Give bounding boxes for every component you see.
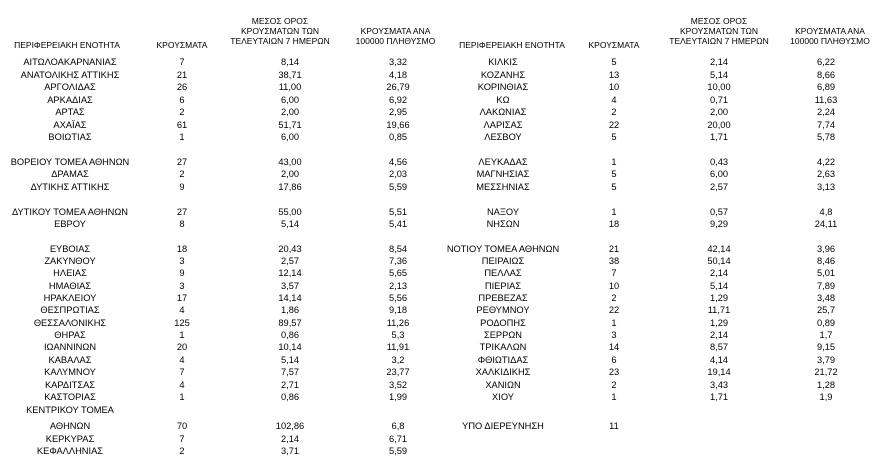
table-cell-cases: 22 [608,305,620,315]
table-cell-avg: 0,57 [709,207,729,217]
table-cell-avg: 1,71 [709,392,729,402]
table-cell-per100k: 6,71 [388,434,408,444]
table-cell-avg: 0,43 [709,157,729,167]
table-cell-name: ΝΟΤΙΟΥ ΤΟΜΕΑ ΑΘΗΝΩΝ [446,244,560,254]
table-cell-avg: 12,14 [278,268,302,278]
table-cell-avg: 2,57 [709,182,729,192]
table-cell-cases: 5 [611,132,617,142]
table-cell-per100k: 2,63 [816,169,836,179]
table-cell-per100k: 4,22 [816,157,836,167]
table-cell-cases: 1 [179,132,185,142]
table-cell-per100k: 7,89 [816,281,836,291]
table-cell-per100k: 6,92 [388,95,408,105]
table-cell-name: ΚΑΡΔΙΤΣΑΣ [44,380,96,390]
table-cell-name: ΚΟΖΑΝΗΣ [480,70,526,80]
table-cell-per100k: 6,22 [816,57,836,67]
header-per100k-right: ΚΡΟΥΣΜΑΤΑ ΑΝΑ 100000 ΠΛΗΘΥΣΜΟ [790,26,870,46]
table-cell-name: ΜΕΣΣΗΝΙΑΣ [476,182,530,192]
table-cell-per100k: 5,56 [388,293,408,303]
table-cell-name: ΑΧΑΪΑΣ [53,120,87,130]
table-cell-per100k: 7,74 [816,120,836,130]
table-cell-per100k: 3,79 [816,355,836,365]
table-cell-avg: 6,00 [709,169,729,179]
table-cell-name: ΛΑΡΙΣΑΣ [483,120,523,130]
table-cell-cases: 6 [611,355,617,365]
table-cell-cases: 3 [179,256,185,266]
table-cell-cases: 1 [611,392,617,402]
table-cell-per100k: 5,59 [388,182,408,192]
table-cell-avg: 2,71 [280,380,300,390]
table-cell-cases: 5 [611,169,617,179]
table-cell-name: ΥΠΟ ΔΙΕΡΕΥΝΗΣΗ [462,421,544,431]
table-cell-per100k: 25,7 [816,305,836,315]
table-cell-name: ΑΝΑΤΟΛΙΚΗΣ ΑΤΤΙΚΗΣ [20,70,120,80]
table-cell-avg: 3,71 [280,446,300,456]
table-cell-per100k: 5,3 [391,330,405,340]
table-cell-cases: 9 [179,182,185,192]
table-cell-cases: 2 [179,107,185,117]
header-avg-right: ΜΕΣΟΣ ΟΡΟΣ ΚΡΟΥΣΜΑΤΩΝ ΤΩΝ ΤΕΛΕΥΤΑΙΩΝ 7 ΗΜΕΡΩΝ [669,16,769,46]
table-cell-avg: 11,71 [707,305,731,315]
table-cell-avg: 20,43 [278,244,302,254]
table-cell-name: ΡΟΔΟΠΗΣ [480,318,526,328]
table-cell-cases: 20 [176,342,188,352]
table-cell-name: ΚΕΝΤΡΙΚΟΥ ΤΟΜΕΑ [26,405,114,415]
table-cell-name: ΔΥΤΙΚΗΣ ΑΤΤΙΚΗΣ [30,182,110,192]
header-cases-left: ΚΡΟΥΣΜΑΤΑ [156,40,208,50]
table-cell-name: ΝΑΞΟΥ [486,207,520,217]
table-cell-cases: 18 [608,219,620,229]
table-cell-per100k: 5,01 [816,268,836,278]
table-cell-name: ΔΡΑΜΑΣ [51,169,89,179]
table-cell-avg: 10,14 [278,342,302,352]
table-cell-name: ΑΡΤΑΣ [55,107,85,117]
table-cell-name: ΠΕΙΡΑΙΩΣ [481,256,525,266]
table-cell-cases: 4 [179,355,185,365]
table-cell-avg: 2,14 [709,268,729,278]
table-cell-name: ΚΟΡΙΝΘΙΑΣ [477,82,529,92]
table-cell-cases: 1 [611,318,617,328]
table-cell-cases: 38 [608,256,620,266]
table-cell-cases: 10 [608,82,620,92]
table-cell-per100k: 11,91 [386,342,410,352]
table-cell-cases: 6 [179,95,185,105]
table-cell-cases: 3 [611,330,617,340]
table-cell-cases: 7 [179,57,185,67]
header-avg-left: ΜΕΣΟΣ ΟΡΟΣ ΚΡΟΥΣΜΑΤΩΝ ΤΩΝ ΤΕΛΕΥΤΑΙΩΝ 7 ΗΜΕΡΩΝ [230,16,330,46]
table-cell-per100k: 0,85 [388,132,408,142]
table-cell-per100k: 21,72 [814,367,838,377]
table-cell-cases: 7 [611,268,617,278]
table-cell-cases: 2 [611,293,617,303]
table-cell-cases: 2 [179,169,185,179]
table-cell-name: ΒΟΙΩΤΙΑΣ [48,132,92,142]
table-cell-cases: 7 [179,434,185,444]
table-cell-avg: 38,71 [278,70,302,80]
table-cell-avg: 11,00 [278,82,302,92]
table-cell-cases: 9 [179,268,185,278]
table-cell-cases: 4 [179,380,185,390]
table-cell-avg: 5,14 [709,281,729,291]
table-cell-per100k: 1,99 [388,392,408,402]
table-cell-avg: 51,71 [278,120,302,130]
table-cell-avg: 50,14 [707,256,731,266]
table-cell-name: ΚΑΛΥΜΝΟΥ [44,367,96,377]
table-cell-avg: 1,86 [280,305,300,315]
table-cell-per100k: 3,32 [388,57,408,67]
table-cell-avg: 2,00 [280,169,300,179]
table-cell-cases: 11 [609,421,619,431]
table-cell-name: ΘΕΣΠΡΩΤΙΑΣ [40,305,100,315]
table-cell-per100k: 3,96 [816,244,836,254]
table-cell-per100k: 5,65 [388,268,408,278]
table-cell-per100k: 3,2 [391,355,405,365]
table-cell-cases: 23 [608,367,620,377]
table-cell-per100k: 1,9 [819,392,833,402]
table-cell-per100k: 8,54 [388,244,408,254]
table-cell-avg: 2,14 [709,57,729,67]
table-cell-name: ΑΙΤΩΛΟΑΚΑΡΝΑΝΙΑΣ [23,57,117,67]
table-cell-cases: 125 [174,318,190,328]
table-cell-name: ΣΕΡΡΩΝ [483,330,522,340]
table-cell-avg: 5,14 [709,70,729,80]
table-cell-cases: 13 [608,70,620,80]
table-cell-cases: 1 [611,207,617,217]
table-cell-cases: 5 [611,182,617,192]
table-cell-name: ΖΑΚΥΝΘΟΥ [44,256,96,266]
table-cell-avg: 9,29 [709,219,729,229]
table-cell-per100k: 4,18 [388,70,408,80]
table-cell-avg: 10,00 [707,82,731,92]
table-cell-cases: 2 [611,380,617,390]
table-cell-per100k: 9,15 [816,342,836,352]
table-cell-name: ΙΩΑΝΝΙΝΩΝ [43,342,97,352]
table-cell-per100k: 5,51 [388,207,408,217]
table-cell-per100k: 11,26 [386,318,410,328]
table-cell-name: ΘΕΣΣΑΛΟΝΙΚΗΣ [33,318,107,328]
table-cell-avg: 1,29 [709,293,729,303]
table-cell-name: ΚΑΒΑΛΑΣ [48,355,92,365]
table-cell-name: ΦΘΙΩΤΙΔΑΣ [477,355,529,365]
table-cell-name: ΠΕΛΛΑΣ [484,268,522,278]
table-cell-avg: 8,57 [709,342,729,352]
table-cell-per100k: 11,63 [814,95,838,105]
table-cell-cases: 14 [608,342,620,352]
table-cell-name: ΚΕΦΑΛΛΗΝΙΑΣ [36,446,104,456]
table-cell-per100k: 2,24 [816,107,836,117]
table-cell-avg: 2,00 [280,107,300,117]
table-cell-avg: 6,00 [280,95,300,105]
table-cell-name: ΗΛΕΙΑΣ [53,268,87,278]
table-cell-avg: 42,14 [707,244,731,254]
table-cell-per100k: 0,89 [816,318,836,328]
table-cell-name: ΕΒΡΟΥ [54,219,86,229]
table-cell-cases: 4 [611,95,617,105]
table-cell-per100k: 5,41 [388,219,408,229]
table-cell-cases: 1 [179,392,185,402]
table-cell-avg: 43,00 [278,157,302,167]
table-cell-cases: 61 [176,120,188,130]
table-cell-per100k: 3,48 [816,293,836,303]
table-cell-avg: 4,14 [709,355,729,365]
table-cell-name: ΗΜΑΘΙΑΣ [48,281,92,291]
table-cell-name: ΝΗΣΩΝ [486,219,520,229]
table-cell-per100k: 9,18 [388,305,408,315]
table-cell-name: ΛΕΣΒΟΥ [484,132,522,142]
header-per100k-left: ΚΡΟΥΣΜΑΤΑ ΑΝΑ 100000 ΠΛΗΘΥΣΜΟ [355,26,436,46]
table-cell-cases: 4 [179,305,185,315]
header-cases-right: ΚΡΟΥΣΜΑΤΑ [588,40,640,50]
table-cell-cases: 10 [608,281,620,291]
table-cell-name: ΘΗΡΑΣ [54,330,86,340]
table-cell-cases: 22 [608,120,620,130]
table-cell-per100k: 7,36 [388,256,408,266]
table-cell-per100k: 5,59 [388,446,408,456]
table-cell-per100k: 23,77 [386,367,410,377]
table-cell-cases: 2 [179,446,185,456]
table-cell-avg: 2,00 [709,107,729,117]
table-cell-name: ΒΟΡΕΙΟΥ ΤΟΜΕΑ ΑΘΗΝΩΝ [10,157,130,167]
table-cell-name: ΕΥΒΟΙΑΣ [49,244,91,254]
table-cell-per100k: 4,8 [819,207,833,217]
table-cell-avg: 19,14 [707,367,731,377]
table-cell-avg: 6,00 [280,132,300,142]
table-cell-name: ΡΕΘΥΜΝΟΥ [476,305,530,315]
table-cell-per100k: 26,79 [386,82,410,92]
table-cell-per100k: 24,11 [814,219,838,229]
table-cell-per100k: 19,66 [386,120,410,130]
table-cell-name: ΤΡΙΚΑΛΩΝ [479,342,527,352]
table-cell-avg: 7,57 [280,367,300,377]
table-cell-name: ΑΡΚΑΔΙΑΣ [47,95,93,105]
table-cell-cases: 26 [176,82,188,92]
table-cell-avg: 5,14 [280,219,300,229]
table-cell-per100k: 1,28 [816,380,836,390]
table-cell-cases: 8 [179,219,185,229]
table-cell-cases: 27 [176,157,188,167]
table-cell-avg: 8,14 [280,57,300,67]
table-cell-avg: 1,29 [709,318,729,328]
table-cell-name: ΠΙΕΡΙΑΣ [484,281,522,291]
table-cell-per100k: 3,52 [388,380,408,390]
table-cell-name: ΔΥΤΙΚΟΥ ΤΟΜΕΑ ΑΘΗΝΩΝ [11,207,129,217]
table-cell-avg: 17,86 [278,182,302,192]
table-cell-avg: 3,57 [280,281,300,291]
table-cell-cases: 18 [176,244,188,254]
table-cell-avg: 89,57 [278,318,302,328]
table-cell-name: ΗΡΑΚΛΕΙΟΥ [43,293,97,303]
table-cell-name: ΑΘΗΝΩΝ [49,421,91,431]
table-cell-per100k: 6,8 [391,421,405,431]
table-cell-avg: 0,86 [280,392,300,402]
table-cell-cases: 21 [608,244,620,254]
table-cell-per100k: 5,78 [816,132,836,142]
header-region-right: ΠΕΡΙΦΕΡΕΙΑΚΗ ΕΝΟΤΗΤΑ [459,40,565,50]
table-cell-per100k: 8,66 [816,70,836,80]
table-cell-name: ΧΑΝΙΩΝ [485,380,521,390]
table-cell-avg: 3,43 [709,380,729,390]
table-cell-per100k: 2,03 [388,169,408,179]
table-cell-avg: 102,86 [275,421,305,431]
table-cell-cases: 7 [179,367,185,377]
table-cell-avg: 14,14 [278,293,302,303]
table-cell-per100k: 2,13 [388,281,408,291]
table-cell-avg: 1,71 [709,132,729,142]
table-cell-avg: 2,14 [709,330,729,340]
table-cell-avg: 20,00 [707,120,731,130]
table-cell-per100k: 6,89 [816,82,836,92]
table-cell-name: ΠΡΕΒΕΖΑΣ [478,293,528,303]
table-cell-name: ΧΑΛΚΙΔΙΚΗΣ [475,367,531,377]
table-cell-per100k: 8,46 [816,256,836,266]
table-cell-avg: 0,71 [709,95,729,105]
table-cell-avg: 2,14 [280,434,300,444]
table-cell-avg: 0,86 [280,330,300,340]
table-cell-name: ΧΙΟΥ [492,392,514,402]
table-cell-cases: 5 [611,57,617,67]
table-cell-name: ΑΡΓΟΛΙΔΑΣ [44,82,96,92]
table-cell-per100k: 2,95 [388,107,408,117]
table-cell-cases: 70 [176,421,188,431]
table-cell-per100k: 4,56 [388,157,408,167]
table-cell-cases: 1 [611,157,617,167]
table-cell-cases: 17 [176,293,188,303]
table-cell-avg: 2,57 [280,256,300,266]
table-cell-avg: 55,00 [278,207,302,217]
table-cell-avg: 5,14 [280,355,300,365]
table-cell-name: ΚΑΣΤΟΡΙΑΣ [44,392,96,402]
table-cell-cases: 27 [176,207,188,217]
table-cell-per100k: 1,7 [819,330,833,340]
table-cell-per100k: 3,13 [816,182,836,192]
table-cell-name: ΚΩ [496,95,510,105]
table-cell-cases: 3 [179,281,185,291]
table-cell-name: ΛΑΚΩΝΙΑΣ [479,107,527,117]
table-cell-name: ΛΕΥΚΑΔΑΣ [478,157,528,167]
table-cell-name: ΜΑΓΝΗΣΙΑΣ [476,169,530,179]
table-cell-cases: 1 [179,330,185,340]
header-region-left: ΠΕΡΙΦΕΡΕΙΑΚΗ ΕΝΟΤΗΤΑ [14,40,120,50]
table-cell-cases: 21 [176,70,188,80]
table-cell-name: ΚΙΛΚΙΣ [488,57,518,67]
table-cell-name: ΚΕΡΚΥΡΑΣ [45,434,95,444]
table-cell-cases: 2 [611,107,617,117]
